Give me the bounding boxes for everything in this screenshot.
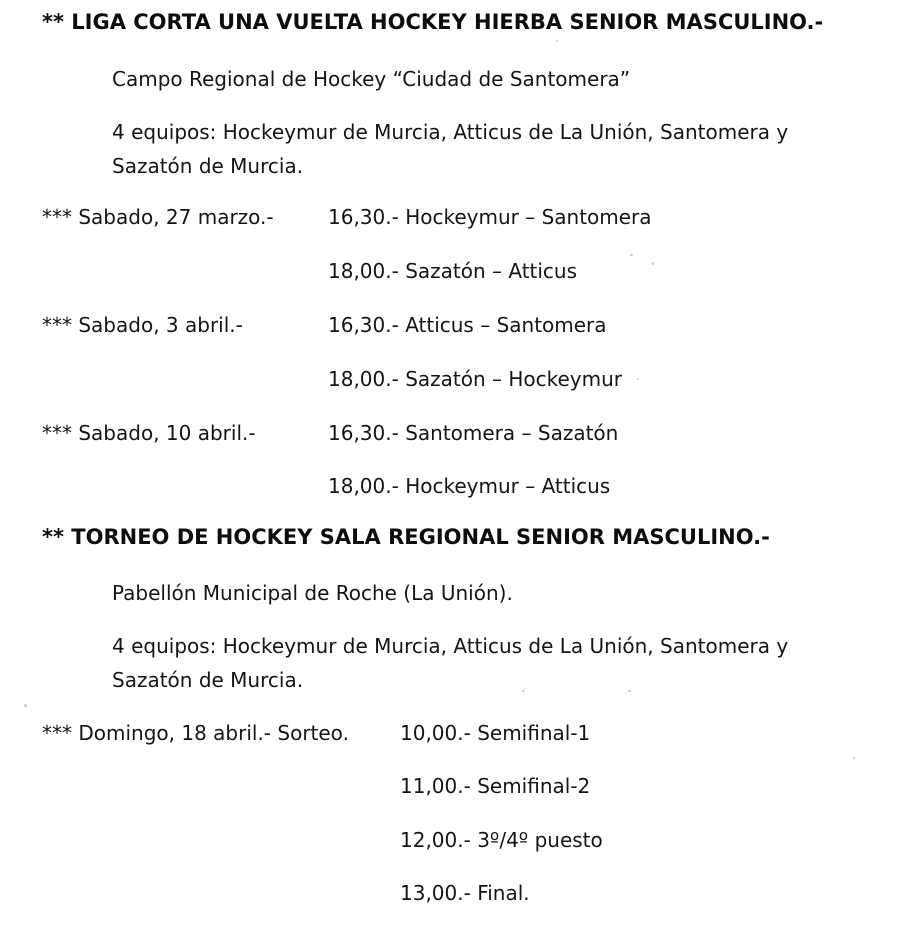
- liga-day-1-match-1: 16,30.- Hockeymur – Santomera: [328, 205, 652, 229]
- scan-speck: [628, 690, 631, 692]
- liga-day-2-match-2: 18,00.- Sazatón – Hockeymur: [328, 367, 623, 391]
- torneo-heading: ** TORNEO DE HOCKEY SALA REGIONAL SENIOR MASCULINO.-: [42, 525, 770, 549]
- torneo-match-2: 11,00.- Semifinal-2: [400, 774, 591, 798]
- liga-day-2-match-1: 16,30.- Atticus – Santomera: [328, 313, 607, 337]
- torneo-match-1: 10,00.- Semifinal-1: [400, 721, 591, 745]
- torneo-match-3: 12,00.- 3º/4º puesto: [400, 828, 603, 852]
- torneo-day-label: *** Domingo, 18 abril.- Sorteo.: [42, 721, 349, 745]
- liga-day-1-match-2: 18,00.- Sazatón – Atticus: [328, 259, 578, 283]
- torneo-match-4: 13,00.- Final.: [400, 881, 530, 905]
- scan-speck: [652, 262, 654, 265]
- scan-speck: [637, 378, 639, 380]
- torneo-venue: Pabellón Municipal de Roche (La Unión).: [112, 581, 513, 605]
- torneo-teams-line2: Sazatón de Murcia.: [112, 668, 304, 692]
- liga-day-3-label: *** Sabado, 10 abril.-: [42, 421, 256, 445]
- scan-speck: [24, 704, 27, 707]
- liga-day-3-match-2: 18,00.- Hockeymur – Atticus: [328, 474, 611, 498]
- liga-day-1-label: *** Sabado, 27 marzo.-: [42, 205, 274, 229]
- liga-day-2-label: *** Sabado, 3 abril.-: [42, 313, 243, 337]
- scan-speck: [522, 690, 525, 692]
- liga-heading: ** LIGA CORTA UNA VUELTA HOCKEY HIERBA SENIOR MASCULINO.-: [42, 10, 824, 34]
- torneo-teams-line1: 4 equipos: Hockeymur de Murcia, Atticus de La Unión, Santomera y: [112, 634, 789, 658]
- liga-teams-line2: Sazatón de Murcia.: [112, 154, 304, 178]
- scan-speck: [556, 40, 558, 42]
- liga-day-3-match-1: 16,30.- Santomera – Sazatón: [328, 421, 619, 445]
- scan-speck: [630, 254, 633, 256]
- liga-teams-line1: 4 equipos: Hockeymur de Murcia, Atticus de La Unión, Santomera y: [112, 120, 789, 144]
- scan-speck: [853, 757, 855, 759]
- liga-venue: Campo Regional de Hockey “Ciudad de Santomera”: [112, 67, 631, 91]
